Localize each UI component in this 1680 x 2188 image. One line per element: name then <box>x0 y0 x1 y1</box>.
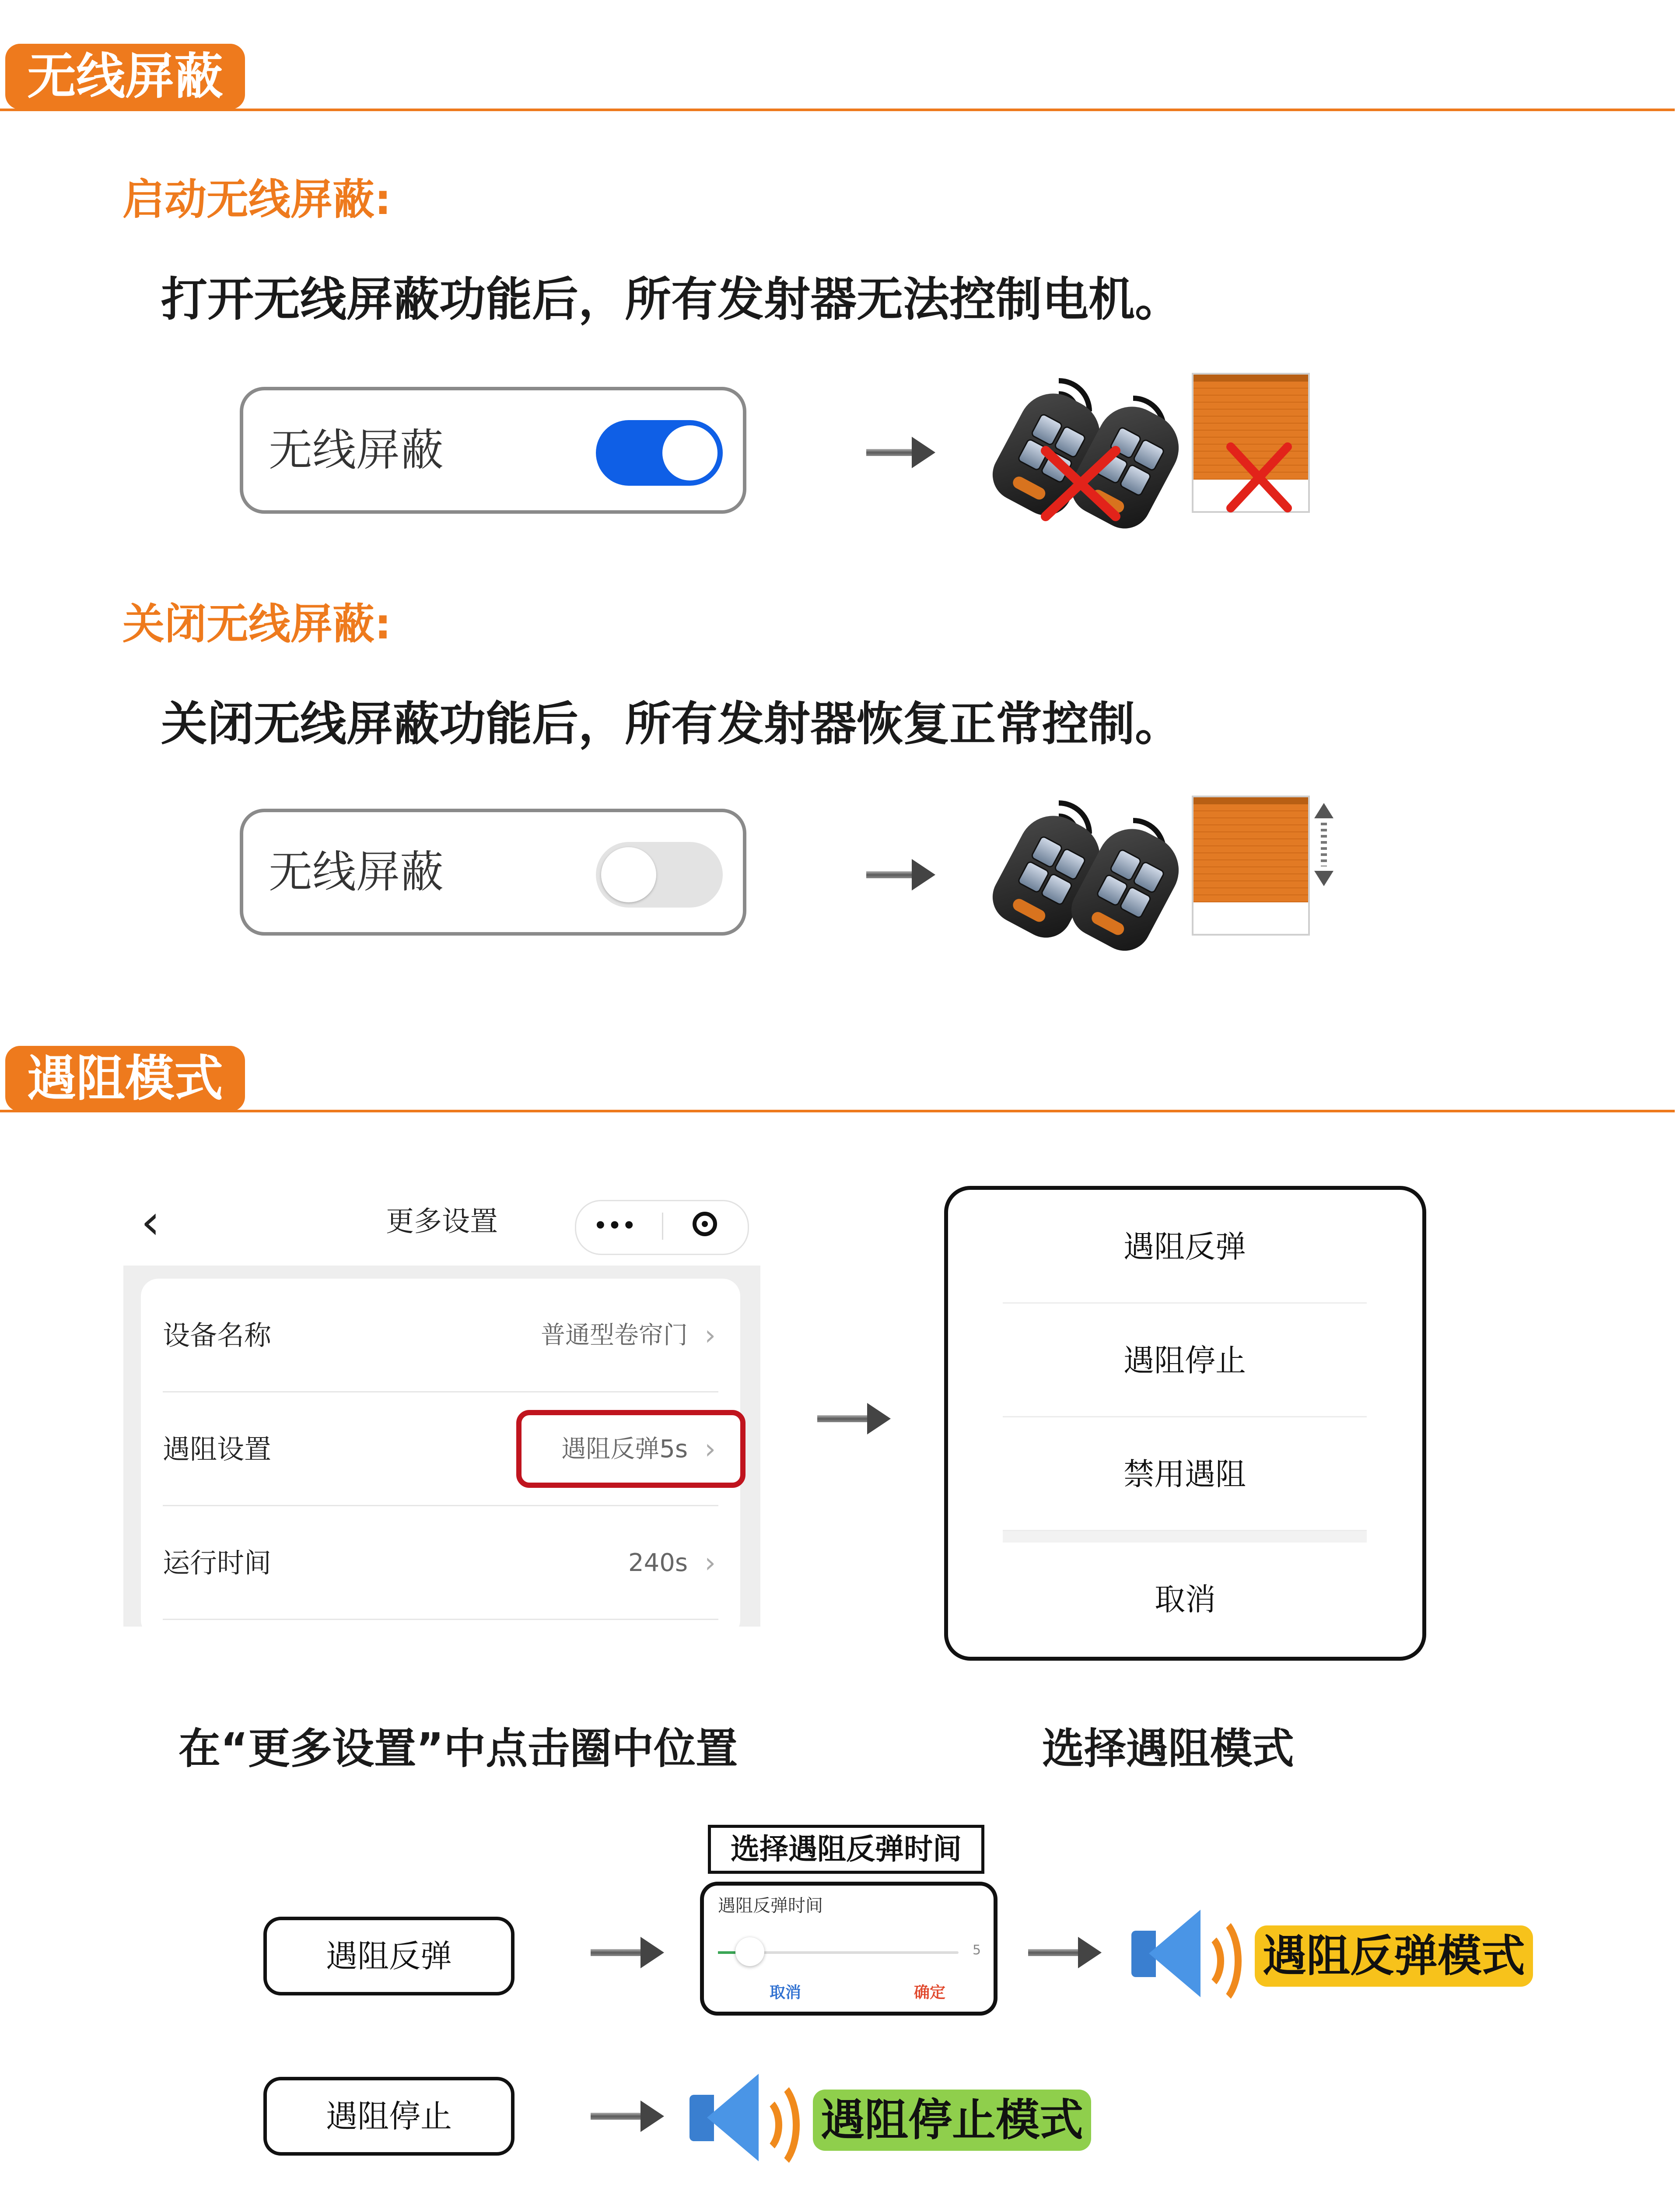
section-divider <box>0 1110 1675 1112</box>
wireless-toggle-card-on <box>240 387 746 514</box>
option-stop[interactable]: 遇阻停止 <box>1003 1304 1367 1417</box>
roller-shade-working-icon <box>1192 796 1310 936</box>
setting-row-device-name[interactable] <box>163 1279 718 1392</box>
subtitle-enable: 启动无线屏蔽: <box>122 175 392 224</box>
obstacle-mode-action-sheet <box>944 1186 1426 1661</box>
wireless-toggle-card-off <box>240 809 746 936</box>
toggle-knob <box>601 847 656 902</box>
arrow-icon <box>866 446 936 459</box>
more-settings-screen <box>123 1178 760 1627</box>
mode-button-rebound[interactable]: 遇阻反弹 <box>263 1917 514 1995</box>
chevron-right-icon: › <box>704 1547 716 1579</box>
arrow-icon <box>866 869 936 881</box>
up-down-arrow-icon <box>1311 801 1337 888</box>
option-rebound[interactable]: 遇阻反弹 <box>1003 1190 1367 1304</box>
caption-click-position: 在“更多设置”中点击圈中位置 <box>178 1724 738 1773</box>
setting-label: 遇阻设置 <box>163 1433 272 1465</box>
roller-shade-blocked-icon <box>1192 373 1310 513</box>
arrow-icon <box>1028 1946 1102 1959</box>
slider-max-label: 5 <box>973 1943 981 1958</box>
chevron-right-icon: › <box>704 1433 716 1466</box>
section-tag-obstacle: 遇阻模式 <box>5 1046 245 1112</box>
capsule-menu <box>575 1200 749 1255</box>
subtitle-disable: 关闭无线屏蔽: <box>122 600 392 649</box>
dialog-cancel-button[interactable]: 取消 <box>770 1984 802 2002</box>
description-disable: 关闭无线屏蔽功能后，所有发射器恢复正常控制。 <box>161 697 1181 751</box>
description-enable: 打开无线屏蔽功能后，所有发射器无法控制电机。 <box>161 273 1181 326</box>
slider-thumb[interactable] <box>735 1937 764 1966</box>
section-tag-wireless: 无线屏蔽 <box>5 44 245 109</box>
page-title: 更多设置 <box>386 1206 498 1238</box>
section-divider <box>0 109 1675 111</box>
caption-select-mode: 选择遇阻模式 <box>1042 1724 1294 1773</box>
highlight-ring <box>516 1410 746 1488</box>
toggle-label: 无线屏蔽 <box>269 846 444 898</box>
setting-value: 普通型卷帘门 <box>541 1321 688 1350</box>
setting-row-run-time[interactable] <box>163 1506 718 1620</box>
close-miniprogram-icon[interactable] <box>693 1212 717 1236</box>
nav-bar <box>123 1178 760 1266</box>
setting-value: 遇阻反弹5s <box>561 1435 688 1463</box>
result-badge-stop: 遇阻停止模式 <box>813 2090 1091 2151</box>
arrow-icon <box>817 1413 892 1425</box>
toggle-switch-on[interactable] <box>596 420 723 486</box>
speaker-icon <box>1129 1904 1238 2004</box>
chevron-right-icon: › <box>704 1319 716 1352</box>
arrow-icon <box>591 2110 665 2122</box>
rebound-time-slider[interactable] <box>735 1951 959 1954</box>
dialog-title: 遇阻反弹时间 <box>718 1896 823 1916</box>
setting-value: 240s <box>628 1549 688 1577</box>
remotes-working-illustration <box>998 790 1181 947</box>
blocked-x-icon <box>1224 440 1294 515</box>
toggle-knob <box>662 425 718 480</box>
toggle-switch-off[interactable] <box>596 842 723 908</box>
remotes-blocked-illustration <box>998 368 1181 525</box>
result-badge-rebound: 遇阻反弹模式 <box>1255 1925 1533 1987</box>
option-disable[interactable]: 禁用遇阻 <box>1003 1417 1367 1531</box>
speaker-icon <box>687 2068 796 2168</box>
divider <box>1003 1531 1367 1543</box>
back-button[interactable]: ‹ <box>141 1194 160 1250</box>
dialog-confirm-button[interactable]: 确定 <box>914 1984 946 2002</box>
arrow-icon <box>591 1946 665 1959</box>
more-menu-button[interactable]: ••• <box>594 1213 637 1238</box>
setting-label: 设备名称 <box>163 1319 272 1351</box>
cancel-button[interactable]: 取消 <box>1155 1581 1216 1617</box>
rebound-time-dialog <box>700 1882 998 2016</box>
setting-label: 运行时间 <box>163 1547 272 1579</box>
timer-header-label: 选择遇阻反弹时间 <box>708 1825 984 1874</box>
toggle-label: 无线屏蔽 <box>269 424 444 476</box>
mode-button-stop[interactable]: 遇阻停止 <box>263 2077 514 2156</box>
blocked-x-icon <box>1037 442 1124 525</box>
